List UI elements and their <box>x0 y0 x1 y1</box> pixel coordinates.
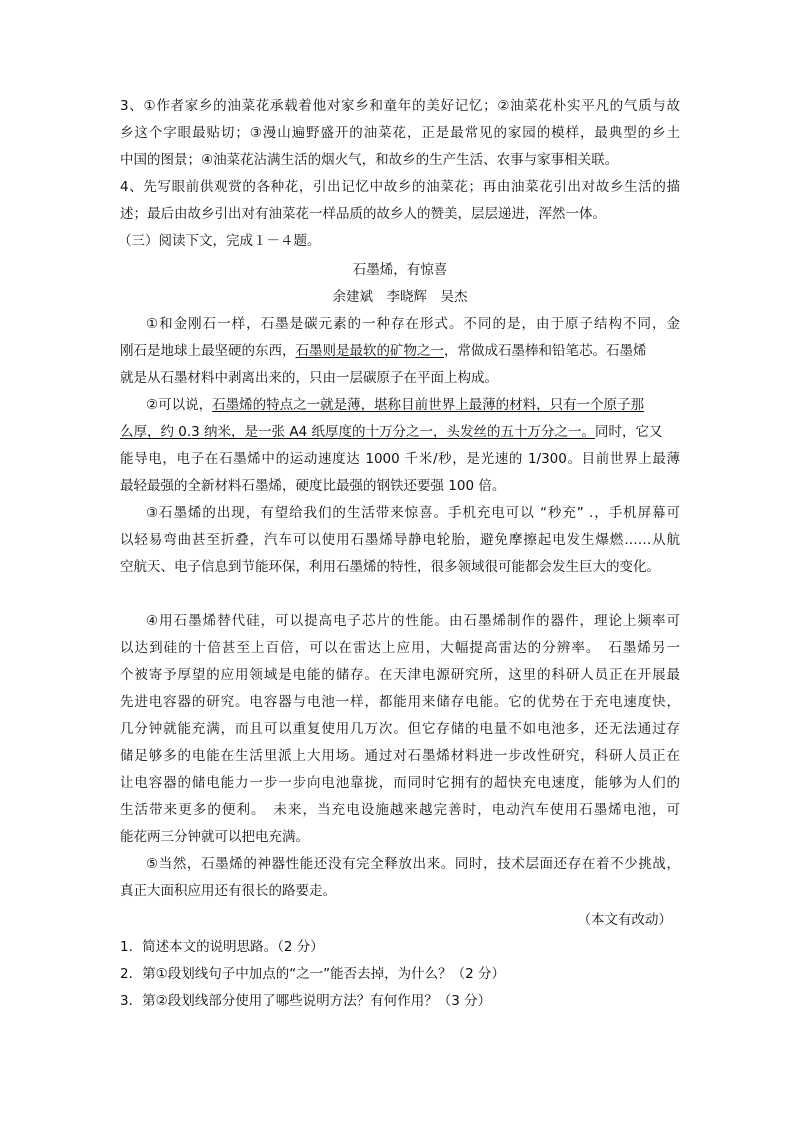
p1-underlined-sentence: 石墨则是最软的矿物之一 <box>295 343 444 359</box>
paragraph-4-line-4: 先进电容器的研究。电容器与电池一样，都能用来储存电能。它的优势在于充电速度快， <box>120 694 680 710</box>
paragraph-4-line-6: 储足够多的电能在生活里派上大用场。通过对石墨烯材料进一步改性研究，科研人员正在 <box>120 748 680 764</box>
paragraph-4-line-1: ④用石墨烯替代硅，可以提高电子芯片的性能。由石墨烯制作的器件，理论上频率可 <box>146 613 680 629</box>
question-1: 1．简述本文的说明思路。（2 分） <box>120 939 324 955</box>
p1-text: 刚石是地球上最坚硬的东西， <box>120 343 296 359</box>
paragraph-1-line-1: ①和金刚石一样，石墨是碳元素的一种存在形式。不同的是，由于原子结构不同，金 <box>146 316 680 332</box>
paragraph-4-line-7: 让电容器的储电能力一步一步向电池靠拢，而同时它拥有的超快充电速度，能够为人们的 <box>120 775 680 791</box>
paragraph-2-line-4: 最轻最强的全新材料石墨烯，硬度比最强的钢铁还要强 100 倍。 <box>120 478 506 494</box>
article-title: 石墨烯，有惊喜 <box>352 262 448 278</box>
paragraph-4-line-8: 生活带来更多的便利。 未来，当充电设施越来越完善时，电动汽车使用石墨烯电池，可 <box>120 802 680 818</box>
paragraph-5-line-1: ⑤当然，石墨烯的神器性能还没有完全释放出来。同时，技术层面还存在着不少挑战， <box>146 856 680 872</box>
section-heading: （三）阅读下文，完成１－４题。 <box>118 233 321 249</box>
paragraph-3-line-2: 以轻易弯曲甚至折叠，汽车可以使用石墨烯导静电轮胎，避免摩擦起电发生爆燃……从航 <box>120 532 680 548</box>
paragraph-4-line-5: 几分钟就能充满，而且可以重复使用几万次。但它存储的电量不如电池多，还无法通过存 <box>120 721 680 737</box>
paragraph-4-line-2: 以达到硅的十倍甚至上百倍，可以在雷达上应用，大幅提高雷达的分辨率。 石墨烯另一 <box>120 640 680 656</box>
paragraph-1-line-3: 就是从石墨材料中剥离出来的，只由一层碳原子在平面上构成。 <box>120 370 498 386</box>
question-3: 3．第②段划线部分使用了哪些说明方法？有何作用？（3 分） <box>120 993 492 1009</box>
paragraph-3-line-3: 空航天、电子信息到节能环保，利用石墨烯的特性，很多领域很可能都会发生巨大的变化。 <box>120 559 660 575</box>
p2-underlined-text: 么厚，约 0.3 纳米，是一张 A4 纸厚度的十万分之一，头发丝的五十万分之一。 <box>120 424 595 440</box>
p1-text: ，常做成石墨棒和铅笔芯。石墨烯 <box>444 343 647 359</box>
paragraph-2-line-2 <box>120 424 680 440</box>
paragraph-4-line-9: 能花两三分钟就可以把电充满。 <box>120 829 309 845</box>
paragraph-4-line-3: 个被寄予厚望的应用领域是电能的储存。在天津电源研究所，这里的科研人员正在开展最 <box>120 667 680 683</box>
question-2: 2．第①段划线句子中加点的“之一”能否去掉，为什么？（2 分） <box>120 966 506 982</box>
article-authors: 余建斌 李晓辉 吴杰 <box>332 289 468 305</box>
p2-text: ②可以说， <box>146 397 213 413</box>
source-note: （本文有改动） <box>577 912 672 928</box>
answer-3-line-1: 3、①作者家乡的油菜花承载着他对家乡和童年的美好记忆；②油菜花朴实平凡的气质与故 <box>120 98 680 114</box>
answer-4-line-1: 4、先写眼前供观赏的各种花，引出记忆中故乡的油菜花；再由油菜花引出对故乡生活的描 <box>120 179 680 195</box>
p2-text: 同时，它又 <box>594 424 663 440</box>
answer-3-line-2: 乡这个字眼最贴切；③漫山遍野盛开的油菜花，正是最常见的家园的模样，最典型的乡土 <box>120 125 680 141</box>
paragraph-3-line-1: ③石墨烯的出现，有望给我们的生活带来惊喜。手机充电可以 “秒充” .，手机屏幕可 <box>146 505 680 521</box>
paragraph-2-line-1 <box>146 397 680 413</box>
paragraph-2-line-3: 能导电，电子在石墨烯中的运动速度达 1000 千米/秒，是光速的 1/300。目前世界上最薄 <box>120 451 680 467</box>
answer-3-line-3: 中国的图景；④油菜花沾满生活的烟火气，和故乡的生产生活、农事与家事相关联。 <box>120 152 619 168</box>
answer-4-line-2: 述；最后由故乡引出对有油菜花一样品质的故乡人的赞美，层层递进，浑然一体。 <box>120 206 606 222</box>
paragraph-5-line-2: 真正大面积应用还有很长的路要走。 <box>120 883 336 899</box>
paragraph-1-line-2 <box>120 343 680 359</box>
p2-underlined-text: 石墨烯的特点之一就是薄，堪称目前世界上最薄的材料，只有一个原子那 <box>212 397 645 413</box>
